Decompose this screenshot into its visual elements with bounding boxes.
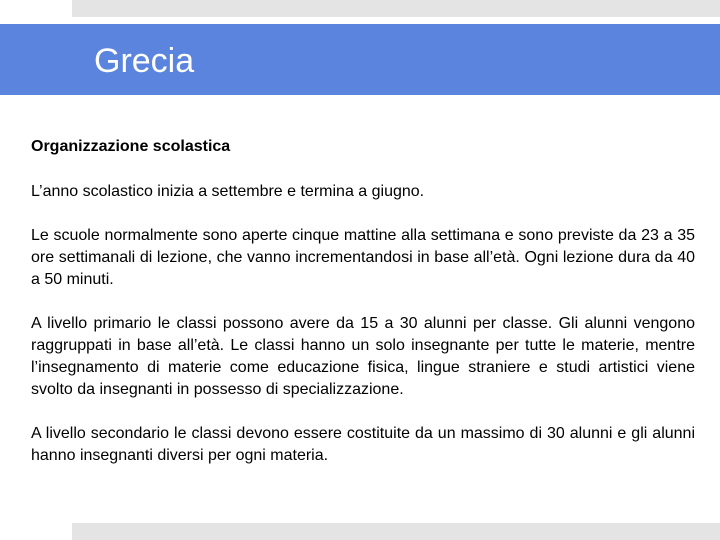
top-decor-strip <box>72 0 720 17</box>
bottom-decor-strip <box>72 523 720 540</box>
slide-title: Grecia <box>94 42 195 80</box>
paragraph-secondary-level: A livello secondario le classi devono essere costituite da un massimo di 30 alunni e gli alunni hanno insegnanti diversi per ogni materia. <box>31 425 695 464</box>
paragraph-schedule: Le scuole normalmente sono aperte cinque mattine alla settimana e sono previste da 23 a 35 ore settimanali di lezione, che vanno incrementandosi in base all’età. Ogni lezione dura da 40 a 50 minuti. <box>31 227 695 288</box>
paragraph-primary-level: A livello primario le classi possono avere da 15 a 30 alunni per classe. Gli alunni vengono raggruppati in base all’età. Le classi hanno un solo insegnante per tutte le materie, mentre l’insegnamento di materie come educazione fisica, lingue straniere e studi artistici viene svolto da insegnanti in possesso di specializzazione. <box>31 315 695 398</box>
section-heading: Organizzazione scolastica <box>31 138 231 155</box>
paragraph-school-year: L’anno scolastico inizia a settembre e termina a giugno. <box>31 183 425 200</box>
slide-body <box>31 136 695 489</box>
